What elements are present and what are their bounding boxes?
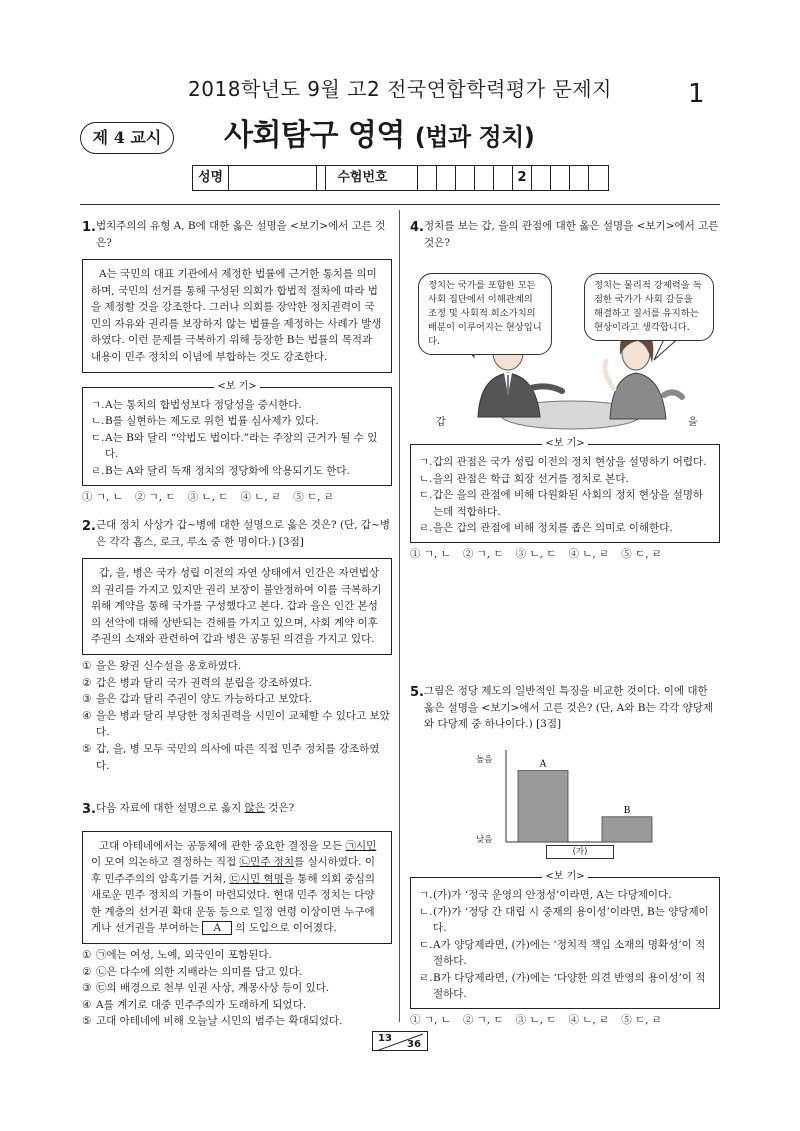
question-text: 정치를 보는 갑, 을의 관점에 대한 옳은 설명을 <보기>에서 고른 것은?: [424, 220, 719, 249]
option-2[interactable]: ② 갑은 병과 달리 국가 권력의 분립을 강조하였다.: [82, 676, 313, 689]
option-3[interactable]: ③ ㉢의 배경으로 천부 인권 사상, 계몽사상 등이 있다.: [82, 982, 330, 995]
bar-b: [602, 817, 652, 842]
bogi-item: ㄱ. (가)가 ‘정국 운영의 안정성’이라면, A는 다당제이다.: [419, 889, 672, 901]
question-text: 근대 정치 사상가 갑~병에 대한 설명으로 옳은 것은? (단, 갑~병은 각각 홉스, 로크, 루소 중 한 명이다.) [3점]: [96, 519, 390, 548]
answer-choice-4[interactable]: ④ ㄴ, ㄹ: [240, 490, 282, 503]
period-badge: 제 4 교시: [80, 122, 174, 154]
exam-number-cell[interactable]: [456, 166, 475, 190]
bogi-label: <보 기>: [214, 381, 259, 392]
speaker-eul-label: 을: [688, 417, 698, 428]
page-number: 1: [688, 79, 705, 109]
bogi-label: <보 기>: [542, 438, 587, 449]
answer-choices: [410, 1012, 720, 1029]
question-number: 2.: [82, 519, 96, 534]
subject-name: 사회탐구 영역: [224, 118, 405, 153]
option-list: [82, 947, 392, 1030]
bogi-item: ㄴ. 을의 관점은 학급 회장 선거를 정치로 본다.: [419, 472, 629, 485]
page-total: 36: [407, 1039, 421, 1050]
bogi-item: ㄷ. A는 B와 달리 “악법도 법이다.”라는 주장의 근거가 될 수 있다.: [91, 431, 378, 461]
bogi-item: ㄴ. (가)가 ‘정당 간 대립 시 중재의 용이성’이라면, B는 양당제이다.: [419, 905, 709, 935]
option-5[interactable]: ⑤ 갑, 을, 병 모두 국민의 의사에 따른 직접 민주 정치를 강조하였다.: [82, 742, 380, 772]
answer-choices: [82, 489, 392, 506]
exam-number-prefix: 2: [513, 166, 532, 190]
answer-choice-4[interactable]: ④ ㄴ, ㄹ: [568, 547, 610, 560]
question-text: 그림은 정당 제도의 일반적인 특징을 비교한 것이다. 이에 대한 옳은 설명을 <보기>에서 고른 것은? (단, A와 B는 각각 양당제와 다당제 중 하나이다.) [3점]: [424, 685, 713, 731]
name-label: 성명: [193, 166, 229, 190]
exam-number-cell[interactable]: [494, 166, 513, 190]
answer-choice-5[interactable]: ⑤ ㄷ, ㄹ: [293, 490, 335, 503]
exam-number-cell[interactable]: [437, 166, 456, 190]
answer-choice-2[interactable]: ② ㄱ, ㄷ: [462, 1014, 504, 1027]
exam-number-cell[interactable]: [589, 166, 608, 190]
answer-choice-3[interactable]: ③ ㄴ, ㄷ: [187, 490, 229, 503]
question-number: 4.: [410, 220, 424, 235]
x-label: (가): [546, 845, 614, 859]
question-number: 3.: [82, 802, 96, 817]
passage-box: A는 국민의 대표 기관에서 제정한 법률에 근거한 통치를 의미하며, 국민의 선거를 통해 구성된 의회가 합법적 절차에 따라 법을 제정할 것을 강조한다. 그러나 의회를 장악한 정치권력이 국민의 자유와 권리를 보장하지 않는 법률을 제정하는 사례가 발생하였다. 이런 문제를 극복하기 위해 등장한 B는 법률의 목적과 내용이 민주 정치의 이념에 부합하는 것도 강조한다.: [82, 259, 392, 372]
bogi-item: ㄹ. 을은 갑의 관점에 비해 정치를 좁은 의미로 이해한다.: [419, 522, 673, 535]
header-divider: [80, 204, 720, 205]
question-number: 5.: [410, 685, 424, 700]
option-4[interactable]: ④ A를 계기로 대중 민주주의가 도래하게 되었다.: [82, 998, 307, 1011]
subject-detail: (법과 정치): [414, 123, 535, 151]
column-divider: [399, 210, 400, 1022]
speaker-gap-label: 갑: [436, 417, 446, 428]
page-counter: [372, 1031, 428, 1051]
answer-choice-3[interactable]: ③ ㄴ, ㄷ: [515, 1014, 557, 1027]
chart-canvas: [470, 744, 670, 860]
bar-a: [518, 771, 568, 842]
subject-title: [224, 112, 534, 159]
bar-label-a: A: [539, 759, 547, 770]
speech-bubble-gap: 정치는 국가를 포함한 모든 사회 집단에서 이해관계의 조정 및 사회적 희소가치의 배분이 이루어지는 현상입니다.: [418, 273, 552, 355]
exam-number-cell[interactable]: [399, 166, 418, 190]
question-5-bogi: [410, 871, 720, 1029]
exam-number-cell[interactable]: [418, 166, 437, 190]
answer-choice-2[interactable]: ② ㄱ, ㄷ: [134, 490, 176, 503]
bogi-label: <보 기>: [542, 871, 587, 882]
option-list: [82, 658, 392, 774]
y-label-low: 낮음: [476, 835, 493, 845]
bogi-item: ㄷ. A가 양당제라면, (가)에는 ‘정치적 책임 소재의 명확성’이 적절하다.: [419, 938, 706, 968]
option-1[interactable]: ① ㉠에는 여성, 노예, 외국인이 포함된다.: [82, 949, 272, 961]
party-chart: [470, 744, 670, 860]
speaker-illustration: [416, 265, 716, 435]
bogi-box: [82, 380, 392, 486]
page-current: 13: [378, 1033, 392, 1044]
name-field[interactable]: [229, 166, 317, 190]
answer-choice-5[interactable]: ⑤ ㄷ, ㄹ: [621, 1014, 663, 1027]
bogi-item: ㄱ. 갑의 관점은 국가 성립 이전의 정치 현상을 설명하기 어렵다.: [419, 456, 707, 468]
answer-choice-5[interactable]: ⑤ ㄷ, ㄹ: [621, 547, 663, 560]
question-text: 법치주의의 유형 A, B에 대한 옳은 설명을 <보기>에서 고른 것은?: [96, 220, 386, 249]
passage-box: 고대 아테네에서는 공동체에 관한 중요한 결정을 모든 ㉠시민이 모여 의논하고 결정하는 직접 ㉡민주 정치를 실시하였다. 이후 민주주의의 암흑기를 거쳐, ㉢시민 혁명을 통해 의회 중심의 새로운 민주 정치의 기틀이 마련되었다. 현대 민주 정치는 다양한 계층의 선거권 확대 운동 등으로 일정 연령 이상이면 누구에게나 선거권을 부여하는 A 의 도입으로 이어졌다.: [82, 831, 392, 944]
exam-number-cell[interactable]: [551, 166, 570, 190]
speech-bubble-eul: 정치는 물리적 강제력을 독점한 국가가 사회 갈등을 해결하고 질서를 유지하는 현상이라고 생각합니다.: [584, 273, 714, 341]
bogi-item: ㄴ. B를 실현하는 제도로 위헌 법률 심사제가 있다.: [91, 415, 319, 428]
bogi-item: ㄹ. B가 다당제라면, (가)에는 ‘다양한 의견 반영의 용이성’이 적절하다.: [419, 971, 706, 1001]
passage-box: 갑, 을, 병은 국가 성립 이전의 자연 상태에서 인간은 자연법상의 권리를 가지고 있지만 권리 보장이 불안정하여 이를 극복하기 위해 계약을 통해 국가를 구성했다고 본다. 갑과 을은 인간 본성의 선악에 대해 상반되는 견해를 가지고 있으며, 사회 계약 이후 주권의 소재와 관련하여 갑과 병은 공통된 의견을 가지고 있다.: [82, 558, 392, 655]
exam-title: 2018학년도 9월 고2 전국연합학력평가 문제지: [188, 77, 612, 101]
marker-2: ㉡민주 정치: [239, 856, 294, 869]
marker-3: ㉢시민 혁명: [229, 872, 284, 885]
question-5: [410, 683, 720, 733]
answer-choice-1[interactable]: ① ㄱ, ㄴ: [410, 547, 451, 560]
question-text: 다음 자료에 대한 설명으로 옳지 않은 것은?: [96, 802, 295, 814]
answer-choice-3[interactable]: ③ ㄴ, ㄷ: [515, 547, 557, 560]
exam-number-label: 수험번호: [325, 166, 399, 190]
question-1: [82, 218, 392, 505]
answer-choice-1[interactable]: ① ㄱ, ㄴ: [410, 1014, 451, 1027]
bar-label-b: B: [623, 805, 631, 816]
bogi-item: ㄷ. 갑은 을의 관점에 비해 다원화된 사회의 정치 현상을 설명하는데 적합하다.: [419, 489, 704, 518]
info-bar: [192, 165, 609, 191]
option-4[interactable]: ④ 을은 병과 달리 부당한 정치권력을 시민이 교체할 수 있다고 보았다.: [82, 709, 390, 739]
answer-choice-2[interactable]: ② ㄱ, ㄷ: [462, 547, 504, 560]
question-number: 1.: [82, 220, 96, 235]
option-3[interactable]: ③ 을은 갑과 달리 주권이 양도 가능하다고 보았다.: [82, 693, 313, 706]
option-2[interactable]: ② ㉡은 다수에 의한 지배라는 의미를 담고 있다.: [82, 965, 303, 978]
answer-choice-1[interactable]: ① ㄱ, ㄴ: [82, 490, 123, 503]
answer-choices: [410, 546, 720, 563]
bogi-item: ㄱ. A는 통치의 합법성보다 정당성을 중시한다.: [91, 398, 302, 411]
answer-choice-4[interactable]: ④ ㄴ, ㄹ: [568, 1014, 610, 1027]
question-2: [82, 517, 392, 774]
option-1[interactable]: ① 을은 왕권 신수설을 옹호하였다.: [82, 660, 242, 673]
question-4: [410, 218, 720, 251]
bogi-box: [410, 871, 720, 1009]
option-5[interactable]: ⑤ 고대 아테네에 비해 오늘날 시민의 범주는 확대되었다.: [82, 1015, 343, 1028]
exam-number-cell[interactable]: [532, 166, 551, 190]
bogi-item: ㄹ. B는 A와 달리 독재 정치의 정당화에 악용되기도 한다.: [91, 464, 350, 477]
bogi-box: [410, 438, 720, 543]
y-label-high: 높음: [476, 755, 493, 765]
exam-number-cell[interactable]: [475, 166, 494, 190]
underlined-word: 않은: [244, 802, 265, 814]
marker-1: ㉠시민: [345, 839, 377, 852]
blank-a: A: [202, 921, 232, 935]
exam-number-cell[interactable]: [570, 166, 589, 190]
question-3: [82, 800, 392, 1030]
question-4-bogi: [410, 438, 720, 562]
